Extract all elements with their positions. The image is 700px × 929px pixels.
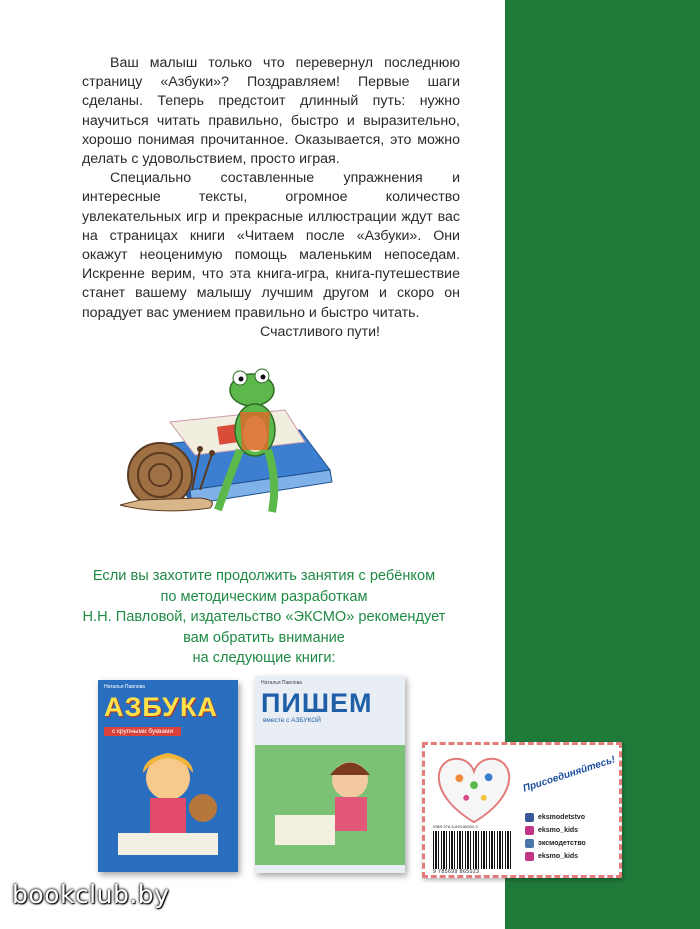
instagram-icon (525, 852, 534, 861)
intro-paragraph-2: Специально составленные упражнения и интересные тексты, огромное количество увлекательных игр и прекрасные иллюстрации ждут вас на страницах книги «Читаем после «Азбуки». Они окажут неоценимую помощь маленьким непоседам. Искренне верим, что эта книга-игра, книга-путешествие станет вашему малышу лучшим другом и скоро он порадует вас умением правильно и быстро читать. (82, 170, 460, 321)
social-handle: eksmodetstvo (538, 814, 586, 821)
recommend-line: Н.Н. Павловой, издательство «ЭКСМО» рекомендует (82, 609, 446, 625)
social-handle: эксмодетство (538, 840, 586, 847)
book-author: Наталья Павлова (261, 680, 302, 686)
vk-icon (525, 839, 534, 848)
social-item (525, 811, 586, 824)
intro-paragraph-1: Ваш малыш только что перевернул последнюю страницу «Азбуки»? Поздравляем! Первые шаги сделаны. Теперь предстоит длинный путь: нужно научиться читать правильно, быстро и выразительно, хорошо понимая прочитанное. Оказывается, это можно делать с удовольствием, просто играя. (82, 55, 460, 168)
book-title: ПИШЕМ (261, 688, 373, 718)
book-subtitle: с крупными буквами (104, 727, 181, 736)
book-cover-pishem (255, 676, 405, 873)
recommend-line: Если вы захотите продолжить занятия с ребёнком (92, 568, 436, 584)
intro-text (82, 54, 460, 342)
social-handle: eksmo_kids (538, 827, 579, 834)
book-cover-azbuka (98, 680, 238, 872)
watermark: bookclub.by (12, 880, 170, 909)
barcode (433, 831, 513, 869)
heart-icon (435, 753, 513, 825)
isbn-text: ISBN 978-5-699-86502-3 (433, 824, 478, 829)
social-list (525, 811, 586, 863)
facebook-icon (525, 813, 534, 822)
book-author: Наталья Павлова (104, 684, 145, 690)
recommend-line: на следующие книги: (192, 650, 336, 666)
book-title: АЗБУКА (104, 692, 218, 722)
book-cover-art (255, 725, 405, 873)
recommend-line: по методическим разработкам (160, 588, 368, 605)
recommendation-text (40, 566, 488, 669)
social-item (525, 824, 586, 837)
social-handle: eksmo_kids (538, 853, 579, 860)
frog-snail-illustration (100, 350, 340, 525)
social-item (525, 850, 586, 863)
recommend-line: вам обратить внимание (183, 629, 345, 646)
join-label: Присоединяйтесь! (521, 754, 617, 795)
signoff: Счастливого пути! (260, 323, 380, 340)
barcode-number: 9 785699 865023 (433, 869, 480, 875)
social-item (525, 837, 586, 850)
book-cover-art (98, 738, 238, 872)
instagram-icon (525, 826, 534, 835)
book-subtitle: вместе с АЗБУКОЙ (263, 717, 321, 724)
social-stamp (422, 742, 622, 878)
